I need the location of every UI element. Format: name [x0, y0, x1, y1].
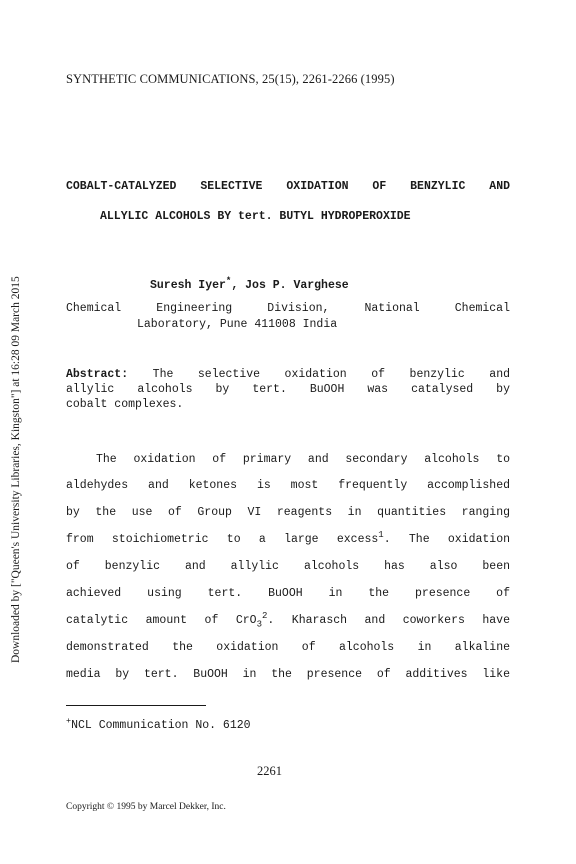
footnote-mark: +: [66, 716, 72, 726]
abstract-line-1-text: The selective oxidation of benzylic and: [128, 368, 510, 381]
copyright-notice: Copyright © 1995 by Marcel Dekker, Inc.: [66, 802, 226, 812]
affiliation-line-2: Laboratory, Pune 411008 India: [137, 318, 338, 331]
body-line-5: of benzylic and allylic alcohols has also been: [66, 560, 510, 573]
body-line-7: [66, 611, 510, 630]
body-line-7-tail: . Kharasch and coworkers have: [267, 614, 510, 627]
footnote-text: NCL Communication No. 6120: [71, 718, 251, 732]
cro3-subscript: 3: [256, 619, 262, 630]
page-number: 2261: [257, 764, 282, 778]
body-line-6: achieved using tert. BuOOH in the presence of: [66, 587, 510, 600]
abstract-line-1: [66, 368, 510, 381]
body-line-3: by the use of Group VI reagents in quantities ranging: [66, 506, 510, 519]
body-line-4: [66, 530, 510, 546]
body-line-1: The oxidation of primary and secondary alcohols to: [96, 453, 510, 466]
author-separator: ,: [231, 278, 246, 292]
body-line-7-text: catalytic amount of CrO: [66, 614, 257, 627]
footnote: [66, 716, 251, 732]
journal-header: SYNTHETIC COMMUNICATIONS, 25(15), 2261-2266 (1995): [66, 72, 395, 86]
body-line-4-text: from stoichiometric to a large excess: [66, 533, 379, 546]
body-line-4-tail: . The oxidation: [383, 533, 510, 546]
author-2: Jos P. Varghese: [245, 278, 349, 292]
body-line-8: demonstrated the oxidation of alcohols in alkaline: [66, 641, 510, 654]
author-1: Suresh Iyer: [150, 278, 226, 292]
body-line-9: media by tert. BuOOH in the presence of additives like: [66, 668, 510, 681]
footnote-rule: [66, 705, 206, 706]
download-watermark: Downloaded by ["Queen's University Libraries, Kingston"] at 16:28 09 March 2015: [10, 276, 22, 663]
abstract-line-2: allylic alcohols by tert. BuOOH was catalysed by: [66, 383, 510, 396]
article-title-line-1: COBALT-CATALYZED SELECTIVE OXIDATION OF BENZYLIC AND: [66, 180, 510, 193]
reference-1: 1: [378, 530, 384, 541]
affiliation-line-1: Chemical Engineering Division, National Chemical: [66, 302, 510, 315]
corresponding-author-mark: *: [225, 276, 232, 286]
body-line-2: aldehydes and ketones is most frequently accomplished: [66, 479, 510, 492]
abstract-line-3: cobalt complexes.: [66, 398, 184, 411]
author-list: [150, 276, 349, 292]
abstract-label: Abstract:: [66, 368, 129, 381]
reference-2: 2: [261, 611, 268, 622]
article-title-line-2: ALLYLIC ALCOHOLS BY tert. BUTYL HYDROPEROXIDE: [100, 210, 411, 223]
